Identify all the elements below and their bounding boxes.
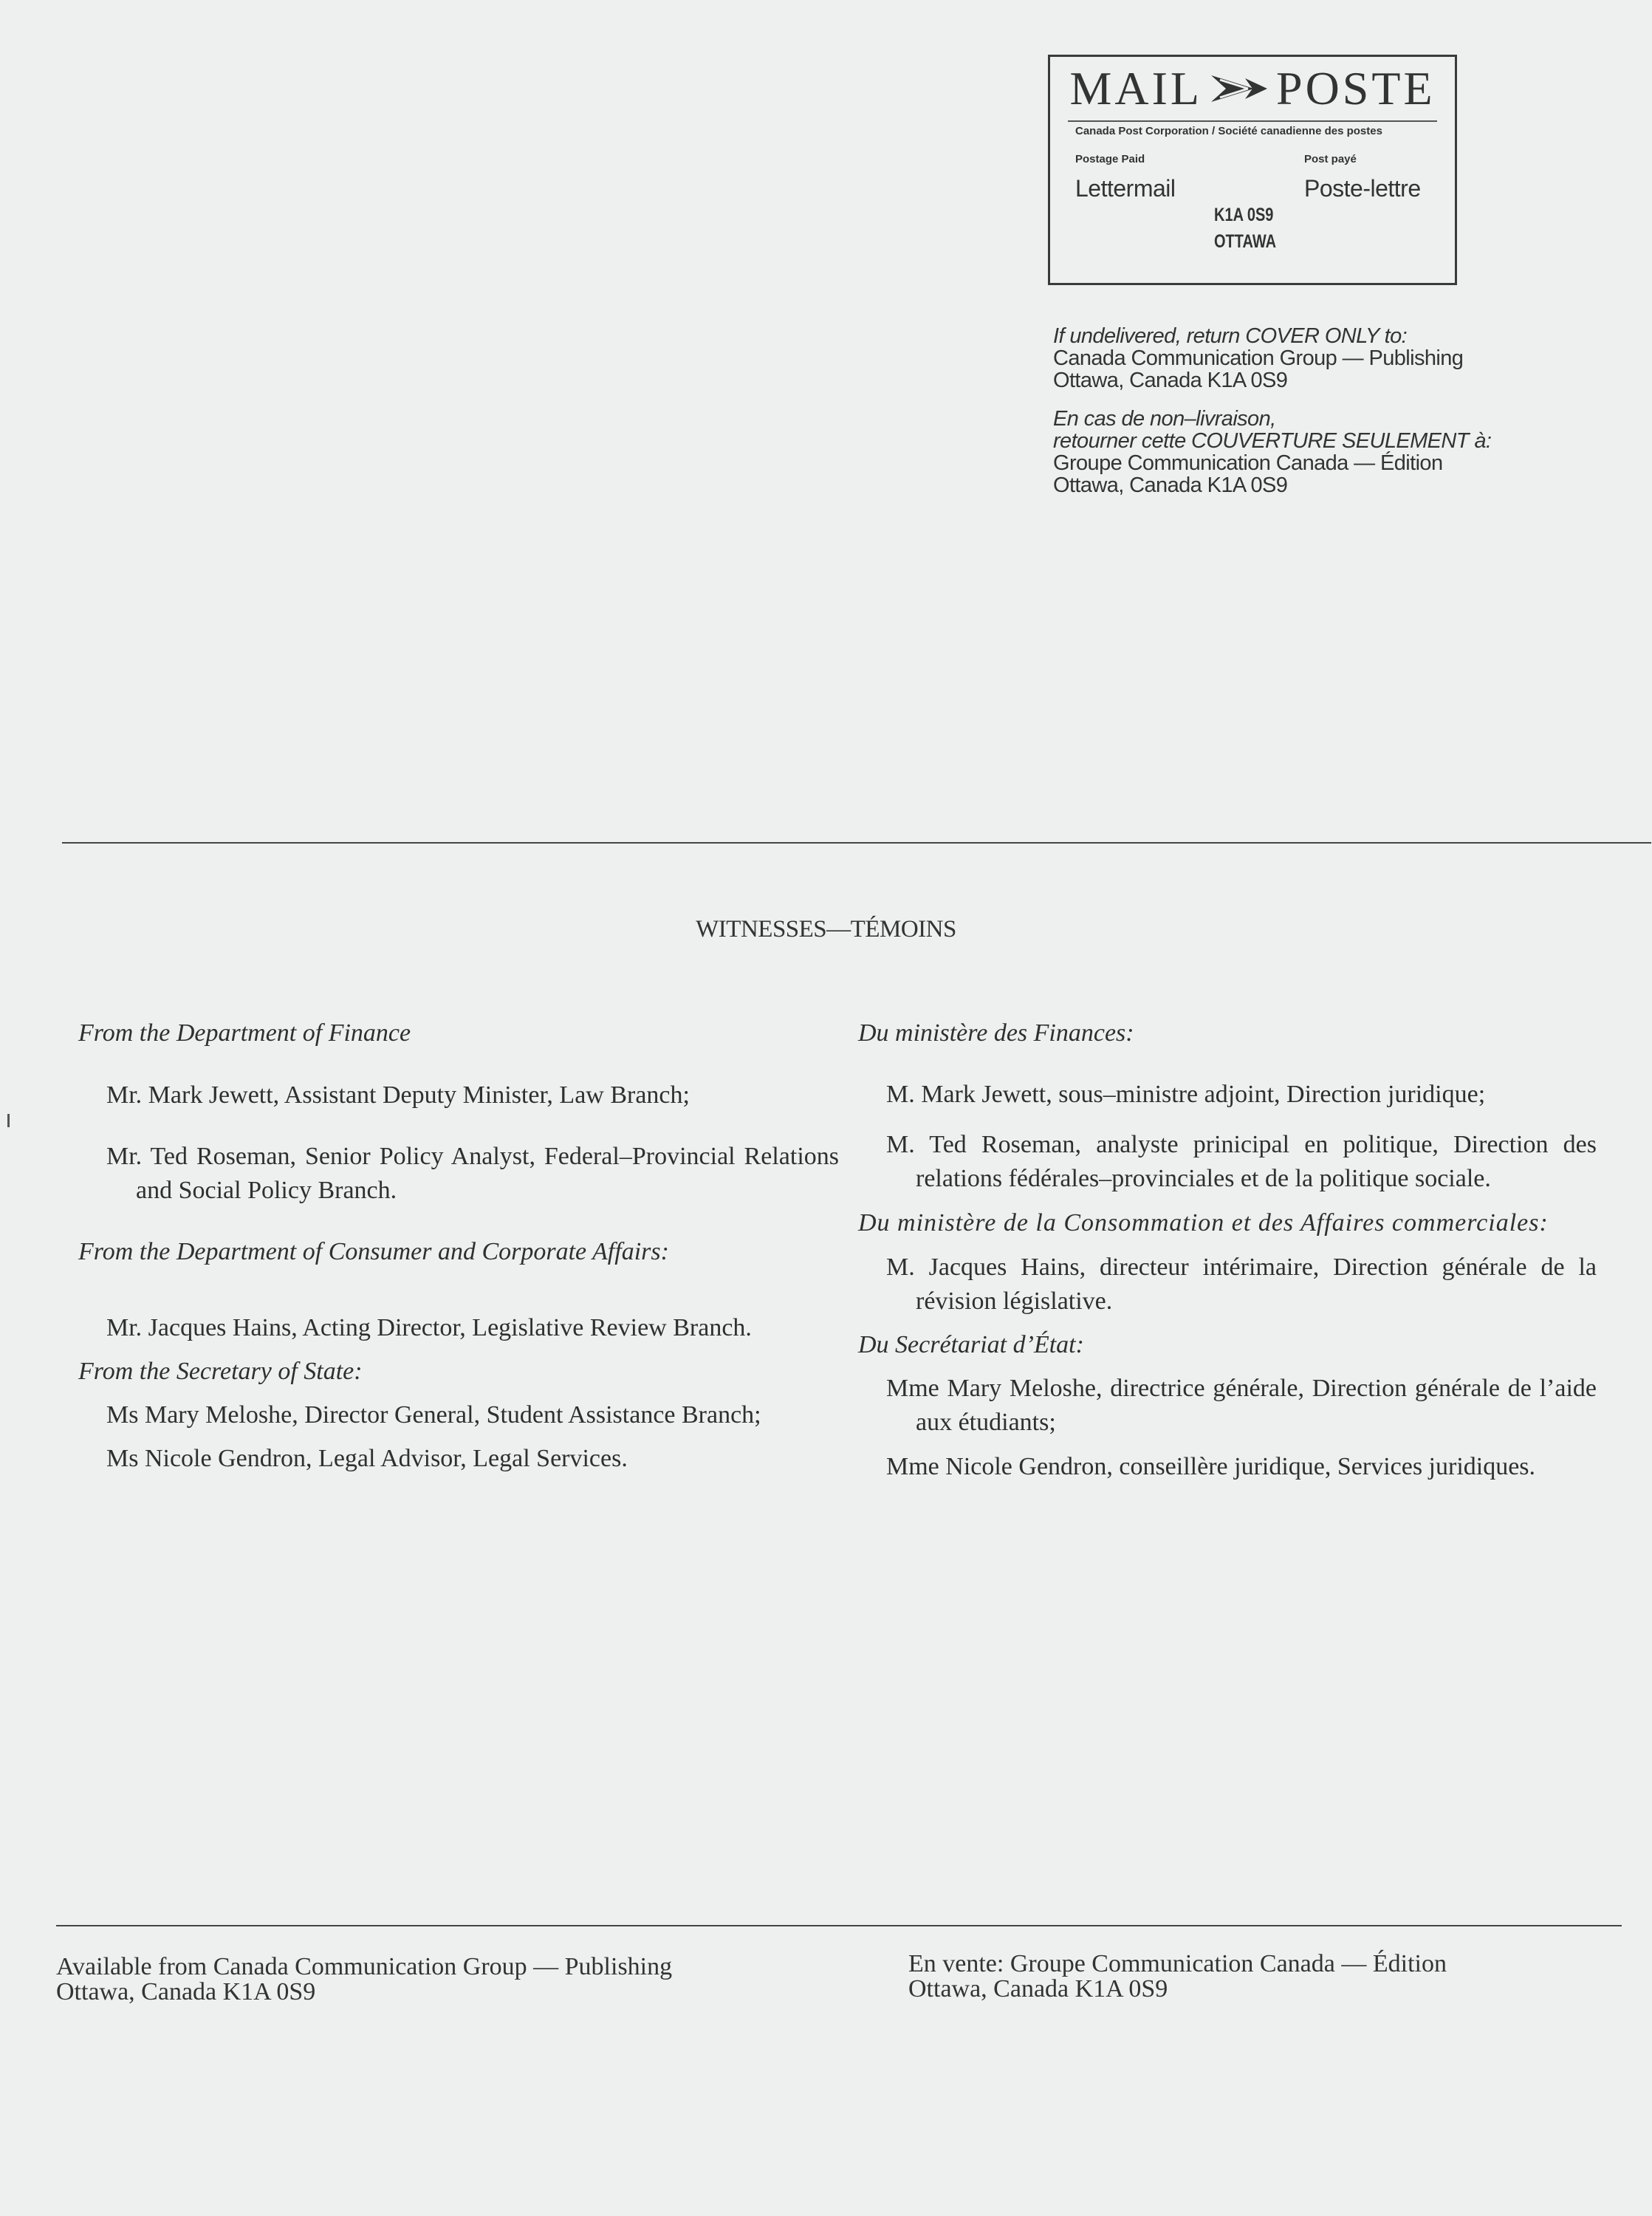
witness-gendron-fr: Mme Nicole Gendron, conseillère juridique, Services juridiques. (886, 1453, 1536, 1480)
postal-code: K1A 0S9 (1214, 205, 1274, 225)
top-divider (62, 842, 1651, 844)
postage-indicia (1048, 55, 1457, 285)
postal-corporation: Canada Post Corporation / Société canadienne des postes (1075, 125, 1382, 137)
heading-consumer-fr: Du ministère de la Consommation et des Affaires commerciales: (858, 1209, 1549, 1237)
witnesses-french (858, 1016, 1597, 1484)
witnesses-title: WITNESSES—TÉMOINS (696, 916, 956, 943)
return-address (1053, 325, 1585, 496)
footer-divider (56, 1925, 1622, 1926)
indicia-divider (1068, 120, 1437, 122)
heading-finance-en: From the Department of Finance (78, 1019, 411, 1047)
witness-roseman-en: Mr. Ted Roseman, Senior Policy Analyst, Federal–Provincial Relations and Social Policy Branch. (106, 1143, 839, 1204)
witness-meloshe-fr: Mme Mary Meloshe, directrice générale, Direction générale de l’aide aux étudiants; (886, 1375, 1597, 1436)
return-line-en-2: Ottawa, Canada K1A 0S9 (1053, 369, 1288, 392)
return-line-fr-2: Ottawa, Canada K1A 0S9 (1053, 473, 1288, 497)
mail-title-right: POSTE (1275, 62, 1436, 114)
footer-en-line-2: Ottawa, Canada K1A 0S9 (56, 1978, 316, 2005)
footer-en-line-1: Available from Canada Communication Group — Publishing (56, 1953, 673, 1980)
return-heading-fr-2: retourner cette COUVERTURE SEULEMENT à: (1053, 429, 1492, 453)
heading-secretary-en: From the Secretary of State: (78, 1358, 363, 1385)
heading-secretary-fr: Du Secrétariat d’État: (858, 1331, 1084, 1358)
postage-paid-fr: Post payé (1304, 153, 1357, 165)
postage-paid-en: Postage Paid (1075, 153, 1145, 165)
service-en: Lettermail (1075, 175, 1176, 202)
heading-consumer-en: From the Department of Consumer and Corporate Affairs: (78, 1238, 669, 1265)
service-fr: Poste-lettre (1304, 175, 1421, 202)
return-heading-en: If undelivered, return COVER ONLY to: (1053, 324, 1408, 348)
footer-fr-line-1: En vente: Groupe Communication Canada — Édition (908, 1950, 1447, 1977)
margin-mark (7, 1114, 10, 1127)
canada-post-arrow-icon (1210, 72, 1269, 105)
witnesses-english (78, 1016, 839, 1477)
return-line-en-1: Canada Communication Group — Publishing (1053, 346, 1464, 370)
mail-title-left: MAIL (1069, 62, 1202, 114)
postal-city: OTTAWA (1214, 231, 1277, 252)
witness-jewett-en: Mr. Mark Jewett, Assistant Deputy Minister, Law Branch; (106, 1081, 690, 1109)
witness-meloshe-en: Ms Mary Meloshe, Director General, Student Assistance Branch; (106, 1401, 761, 1429)
footer-availability-en (56, 1955, 672, 2005)
witness-gendron-en: Ms Nicole Gendron, Legal Advisor, Legal Services. (106, 1445, 628, 1472)
witness-hains-fr: M. Jacques Hains, directeur intérimaire, Direction générale de la révision législative. (886, 1254, 1597, 1315)
witness-jewett-fr: M. Mark Jewett, sous–ministre adjoint, Direction juridique; (886, 1081, 1486, 1108)
heading-finance-fr: Du ministère des Finances: (858, 1019, 1134, 1047)
footer-availability-fr (908, 1952, 1447, 2002)
witness-roseman-fr: M. Ted Roseman, analyste prinicipal en politique, Direction des relations fédérales–provinciales et de la politique sociale. (886, 1131, 1597, 1192)
return-heading-fr-1: En cas de non–livraison, (1053, 407, 1276, 431)
return-line-fr-1: Groupe Communication Canada — Édition (1053, 451, 1443, 475)
mail-poste-logo (1050, 61, 1455, 116)
witness-hains-en: Mr. Jacques Hains, Acting Director, Legislative Review Branch. (106, 1314, 752, 1341)
footer-fr-line-2: Ottawa, Canada K1A 0S9 (908, 1975, 1168, 2003)
